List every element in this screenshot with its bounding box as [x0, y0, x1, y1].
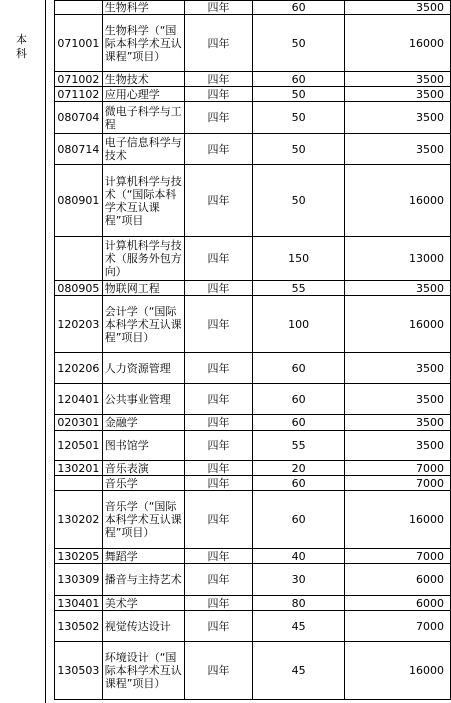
table-row	[55, 72, 451, 87]
table-row	[55, 461, 451, 476]
enrollment-number: 80	[252, 596, 344, 611]
table-row	[55, 353, 451, 384]
tuition-fee: 6000	[345, 596, 451, 611]
program-name-text: 会计学（“国际本科学术互认课程”项目）	[104, 304, 182, 344]
table-row	[55, 87, 451, 102]
table-row	[55, 415, 451, 431]
program-name-text: 微电子科学与工程	[104, 104, 182, 131]
program-code	[55, 1, 103, 15]
program-code: 080905	[55, 281, 103, 296]
program-duration: 四年	[184, 596, 252, 611]
table-row	[55, 491, 451, 549]
enrollment-number: 60	[252, 415, 344, 431]
program-name-text: 电子信息科学与技术	[104, 136, 182, 162]
tuition-fee: 3500	[345, 87, 451, 102]
program-name	[102, 87, 184, 102]
table-row	[55, 102, 451, 134]
program-duration: 四年	[184, 384, 252, 415]
program-duration: 四年	[184, 134, 252, 165]
table-row	[55, 596, 451, 611]
program-duration: 四年	[184, 15, 252, 72]
program-name-text: 应用心理学	[104, 87, 160, 101]
tuition-fee: 16000	[345, 491, 451, 549]
program-code: 130503	[55, 642, 103, 700]
enrollment-number: 60	[252, 72, 344, 87]
program-name-text: 美术学	[104, 596, 138, 610]
enrollment-number: 50	[252, 165, 344, 237]
table-row	[55, 564, 451, 596]
program-name	[102, 476, 184, 491]
level-column	[0, 0, 46, 703]
enrollment-number: 50	[252, 87, 344, 102]
program-code: 130202	[55, 491, 103, 549]
tuition-fee: 3500	[345, 353, 451, 384]
program-duration: 四年	[184, 415, 252, 431]
enrollment-number: 20	[252, 461, 344, 476]
tuition-fee: 3500	[345, 415, 451, 431]
enrollment-number: 50	[252, 134, 344, 165]
table-row	[55, 237, 451, 281]
enrollment-number: 60	[252, 1, 344, 15]
enrollment-number: 60	[252, 476, 344, 491]
program-name	[102, 1, 184, 15]
enrollment-number: 30	[252, 564, 344, 596]
tuition-fee: 7000	[345, 476, 451, 491]
program-name	[102, 611, 184, 642]
program-name	[102, 296, 184, 353]
program-name	[102, 596, 184, 611]
table-row	[55, 165, 451, 237]
tuition-fee: 7000	[345, 611, 451, 642]
table-row	[55, 431, 451, 461]
program-name-text: 人力资源管理	[104, 361, 171, 375]
table-row	[55, 611, 451, 642]
enrollment-number: 40	[252, 549, 344, 564]
program-name	[102, 237, 184, 281]
table-row	[55, 1, 451, 15]
enrollment-number: 150	[252, 237, 344, 281]
tuition-fee: 6000	[345, 564, 451, 596]
level-label: 本科	[16, 33, 27, 60]
enrollment-number: 50	[252, 102, 344, 134]
tuition-fee: 3500	[345, 72, 451, 87]
tuition-fee: 3500	[345, 1, 451, 15]
program-code: 120206	[55, 353, 103, 384]
program-code	[55, 476, 103, 491]
program-name-text: 生物技术	[104, 72, 149, 86]
enrollment-number: 55	[252, 281, 344, 296]
tuition-fee: 16000	[345, 296, 451, 353]
program-table	[54, 0, 451, 700]
table-row	[55, 15, 451, 72]
program-duration: 四年	[184, 237, 252, 281]
program-name	[102, 415, 184, 431]
program-name-text: 计算机科学与技术（“国际本科学术互认课程”项目	[104, 174, 182, 227]
program-name	[102, 642, 184, 700]
program-duration: 四年	[184, 431, 252, 461]
program-name	[102, 134, 184, 165]
program-code: 080704	[55, 102, 103, 134]
program-code: 120401	[55, 384, 103, 415]
program-code: 120203	[55, 296, 103, 353]
program-name	[102, 165, 184, 237]
program-code: 120501	[55, 431, 103, 461]
program-duration: 四年	[184, 353, 252, 384]
program-duration: 四年	[184, 87, 252, 102]
enrollment-number: 60	[252, 384, 344, 415]
program-name-text: 图书馆学	[104, 439, 149, 452]
enrollment-number: 50	[252, 15, 344, 72]
program-duration: 四年	[184, 564, 252, 596]
program-duration: 四年	[184, 102, 252, 134]
program-name	[102, 431, 184, 461]
program-duration: 四年	[184, 476, 252, 491]
tuition-fee: 16000	[345, 642, 451, 700]
program-code: 130205	[55, 549, 103, 564]
table-row	[55, 642, 451, 700]
program-name-text: 视觉传达设计	[104, 619, 171, 633]
enrollment-number: 55	[252, 431, 344, 461]
program-duration: 四年	[184, 549, 252, 564]
tuition-fee: 13000	[345, 237, 451, 281]
program-code: 080714	[55, 134, 103, 165]
program-code: 020301	[55, 415, 103, 431]
enrollment-number: 60	[252, 353, 344, 384]
program-duration: 四年	[184, 1, 252, 15]
tuition-fee: 3500	[345, 384, 451, 415]
program-duration: 四年	[184, 611, 252, 642]
program-name	[102, 461, 184, 476]
tuition-fee: 16000	[345, 15, 451, 72]
tuition-fee: 3500	[345, 431, 451, 461]
program-name	[102, 491, 184, 549]
program-duration: 四年	[184, 491, 252, 549]
program-name-text: 生物科学（“国际本科学术互认课程”项目）	[104, 23, 182, 63]
program-duration: 四年	[184, 642, 252, 700]
tuition-fee: 16000	[345, 165, 451, 237]
enrollment-number: 100	[252, 296, 344, 353]
table-row	[55, 549, 451, 564]
program-name	[102, 281, 184, 296]
program-duration: 四年	[184, 296, 252, 353]
enrollment-number: 45	[252, 642, 344, 700]
table-row	[55, 476, 451, 491]
program-code: 130502	[55, 611, 103, 642]
tuition-fee: 7000	[345, 549, 451, 564]
program-name	[102, 564, 184, 596]
program-duration: 四年	[184, 72, 252, 87]
program-name-text: 公共事业管理	[104, 392, 171, 406]
program-name-text: 计算机科学与技术（服务外包方向）	[104, 239, 182, 278]
program-code: 130401	[55, 596, 103, 611]
program-name	[102, 353, 184, 384]
program-name	[102, 102, 184, 134]
program-code: 080901	[55, 165, 103, 237]
program-code: 071002	[55, 72, 103, 87]
table-row	[55, 384, 451, 415]
table-row	[55, 296, 451, 353]
enrollment-number: 45	[252, 611, 344, 642]
program-name-text: 环境设计（“国际本科学术互认课程”项目）	[104, 651, 182, 690]
program-code: 071001	[55, 15, 103, 72]
program-name-text: 音乐学（“国际本科学术互认课程”项目）	[104, 500, 182, 539]
table-row	[55, 134, 451, 165]
program-code	[55, 237, 103, 281]
program-name	[102, 384, 184, 415]
program-name-text: 生物科学	[104, 1, 149, 14]
enrollment-number: 60	[252, 491, 344, 549]
program-duration: 四年	[184, 281, 252, 296]
program-name-text: 金融学	[104, 416, 138, 429]
table-row	[55, 281, 451, 296]
program-table-body	[55, 1, 451, 700]
program-name	[102, 72, 184, 87]
program-name-text: 音乐表演	[104, 461, 149, 475]
program-name-text: 物联网工程	[104, 281, 160, 295]
tuition-fee: 3500	[345, 281, 451, 296]
program-name-text: 舞蹈学	[104, 549, 138, 563]
program-duration: 四年	[184, 165, 252, 237]
tuition-fee: 7000	[345, 461, 451, 476]
program-name	[102, 15, 184, 72]
program-name-text: 音乐学	[104, 476, 138, 490]
program-code: 071102	[55, 87, 103, 102]
tuition-fee: 3500	[345, 134, 451, 165]
program-duration: 四年	[184, 461, 252, 476]
program-name-text: 播音与主持艺术	[104, 573, 182, 586]
tuition-fee: 3500	[345, 102, 451, 134]
program-code: 130309	[55, 564, 103, 596]
program-code: 130201	[55, 461, 103, 476]
program-name	[102, 549, 184, 564]
